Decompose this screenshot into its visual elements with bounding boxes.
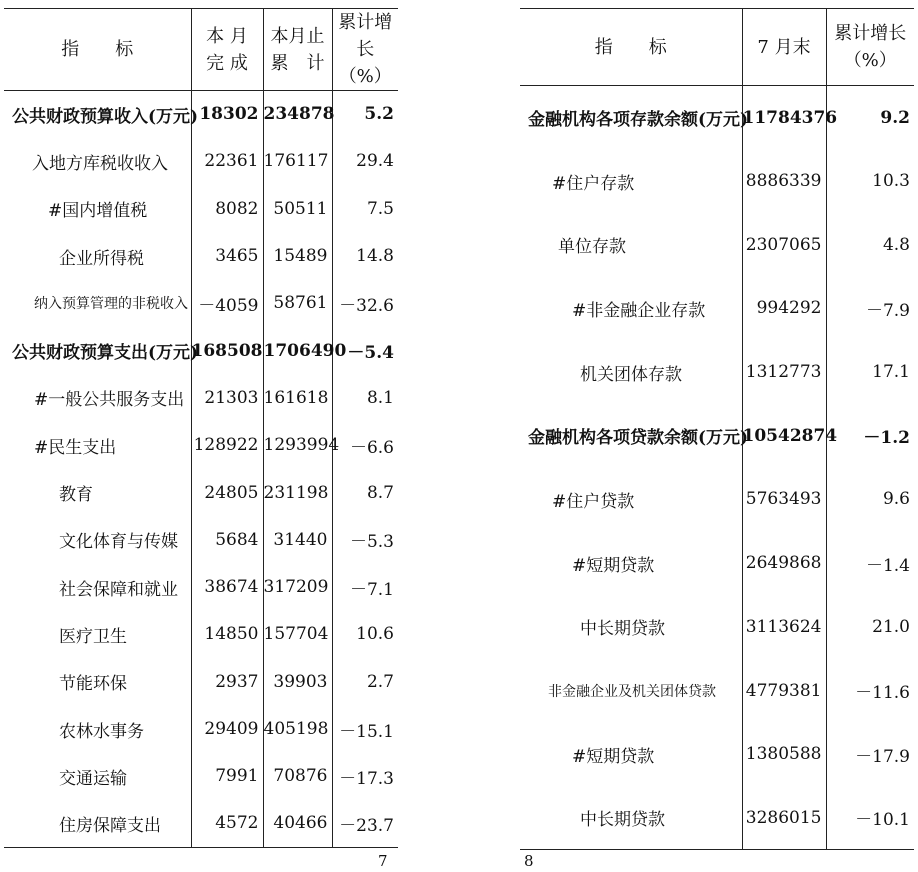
page-number: 8 xyxy=(524,852,534,870)
row-growth: 29.4 xyxy=(356,151,394,172)
table-row xyxy=(4,327,398,374)
row-growth: －17.9 xyxy=(855,746,910,767)
row-cumulative: 58761 xyxy=(263,280,332,327)
row-name: #短期贷款 xyxy=(520,722,742,786)
left-page xyxy=(0,0,400,872)
row-cumulative: 161618 xyxy=(263,374,332,421)
row-name: 节能环保 xyxy=(4,658,191,705)
row-value: 3286015 xyxy=(742,786,826,850)
fiscal-table xyxy=(4,8,398,848)
row-growth: 5.2 xyxy=(364,104,394,125)
row-cumulative: 40466 xyxy=(263,800,332,847)
row-name: 公共财政预算收入(万元) xyxy=(4,91,191,138)
table-row xyxy=(520,277,914,341)
row-month: 168508 xyxy=(191,327,263,374)
table-row xyxy=(4,422,398,469)
row-name: #住户存款 xyxy=(520,149,742,213)
row-growth: 14.8 xyxy=(356,246,394,267)
right-page xyxy=(516,0,918,872)
header-growth-line2: （%） xyxy=(338,66,392,87)
row-name: 非金融企业及机关团体贷款 xyxy=(520,659,742,723)
header-growth-line1: 累计增长 xyxy=(834,23,907,44)
table-row xyxy=(4,469,398,516)
row-cumulative: 50511 xyxy=(263,185,332,232)
row-month: 21303 xyxy=(191,374,263,421)
fiscal-table-header xyxy=(4,9,398,91)
finance-table-header xyxy=(520,9,914,86)
table-row xyxy=(4,516,398,563)
row-name: #短期贷款 xyxy=(520,531,742,595)
row-value: 2649868 xyxy=(742,531,826,595)
row-name: #住户贷款 xyxy=(520,468,742,532)
table-row xyxy=(520,149,914,213)
row-growth: －32.6 xyxy=(339,295,394,316)
row-cumulative: 31440 xyxy=(263,516,332,563)
row-cumulative: 157704 xyxy=(263,611,332,658)
row-growth: 10.6 xyxy=(356,624,394,645)
table-row xyxy=(4,658,398,705)
table-row xyxy=(4,800,398,847)
row-name: 单位存款 xyxy=(520,213,742,277)
row-growth: 4.8 xyxy=(882,234,910,255)
table-row xyxy=(4,138,398,185)
row-name: 教育 xyxy=(4,469,191,516)
table-row xyxy=(4,185,398,232)
row-month: 4572 xyxy=(191,800,263,847)
header-cumulative-line2: 累 计 xyxy=(270,52,325,74)
table-row xyxy=(520,468,914,532)
header-indicator: 指 标 xyxy=(520,9,742,86)
row-growth: －1.2 xyxy=(863,428,910,449)
table-row xyxy=(4,280,398,327)
row-name: 金融机构各项贷款余额(万元) xyxy=(520,404,742,468)
row-name: 企业所得税 xyxy=(4,232,191,279)
row-value: 8886339 xyxy=(742,149,826,213)
row-cumulative: 70876 xyxy=(263,753,332,800)
row-month: 18302 xyxy=(191,91,263,138)
row-growth: 21.0 xyxy=(872,616,910,637)
row-name: 社会保障和就业 xyxy=(4,563,191,610)
row-growth: －15.1 xyxy=(339,721,394,742)
row-cumulative: 405198 xyxy=(263,705,332,752)
table-row xyxy=(520,404,914,468)
row-growth: 10.3 xyxy=(872,171,910,192)
header-growth xyxy=(332,9,398,91)
table-row xyxy=(520,340,914,404)
row-month: 8082 xyxy=(191,185,263,232)
header-month-done xyxy=(191,9,263,91)
row-month: 7991 xyxy=(191,753,263,800)
table-row xyxy=(520,86,914,150)
row-name: 文化体育与传媒 xyxy=(4,516,191,563)
row-month: 128922 xyxy=(191,422,263,469)
table-row xyxy=(520,595,914,659)
header-indicator: 指 标 xyxy=(4,9,191,91)
row-month: －4059 xyxy=(191,280,263,327)
row-value: 2307065 xyxy=(742,213,826,277)
table-row xyxy=(4,232,398,279)
row-value: 1312773 xyxy=(742,340,826,404)
row-name: #一般公共服务支出 xyxy=(4,374,191,421)
table-row xyxy=(520,531,914,595)
row-name: 公共财政预算支出(万元) xyxy=(4,327,191,374)
header-month-done-line1: 本 月 xyxy=(206,25,248,47)
row-growth: 2.7 xyxy=(366,671,394,692)
row-cumulative: 234878 xyxy=(263,91,332,138)
finance-table xyxy=(520,8,914,850)
row-name: 住房保障支出 xyxy=(4,800,191,847)
header-month-done-line2: 完 成 xyxy=(206,52,248,74)
row-name: 医疗卫生 xyxy=(4,611,191,658)
table-row xyxy=(4,753,398,800)
row-value: 5763493 xyxy=(742,468,826,532)
table-row xyxy=(4,563,398,610)
table-row xyxy=(4,91,398,138)
row-growth: －7.1 xyxy=(349,579,394,600)
header-cumulative xyxy=(263,9,332,91)
row-cumulative: 231198 xyxy=(263,469,332,516)
row-cumulative: 317209 xyxy=(263,563,332,610)
row-growth: 8.1 xyxy=(366,387,394,408)
row-cumulative: 1706490 xyxy=(263,327,332,374)
row-month: 24805 xyxy=(191,469,263,516)
row-growth: －5.3 xyxy=(349,532,394,553)
row-cumulative: 39903 xyxy=(263,658,332,705)
row-value: 11784376 xyxy=(742,86,826,150)
table-row xyxy=(520,722,914,786)
table-row xyxy=(520,213,914,277)
row-growth: 17.1 xyxy=(872,362,910,383)
row-growth: －6.6 xyxy=(349,437,394,458)
table-row xyxy=(4,611,398,658)
row-value: 3113624 xyxy=(742,595,826,659)
page-number: 7 xyxy=(378,852,388,870)
row-growth: －5.4 xyxy=(347,343,394,364)
header-month-end: 7 月末 xyxy=(742,9,826,86)
row-month: 38674 xyxy=(191,563,263,610)
row-month: 5684 xyxy=(191,516,263,563)
row-cumulative: 15489 xyxy=(263,232,332,279)
row-cumulative: 176117 xyxy=(263,138,332,185)
row-value: 10542874 xyxy=(742,404,826,468)
row-cumulative: 1293994 xyxy=(263,422,332,469)
row-name: 交通运输 xyxy=(4,753,191,800)
row-name: 中长期贷款 xyxy=(520,595,742,659)
table-row xyxy=(520,659,914,723)
table-row xyxy=(4,705,398,752)
row-growth: 7.5 xyxy=(366,198,394,219)
row-month: 2937 xyxy=(191,658,263,705)
row-name: 纳入预算管理的非税收入 xyxy=(4,280,191,327)
row-name: #民生支出 xyxy=(4,422,191,469)
header-growth-line2: （%） xyxy=(843,50,897,71)
row-value: 4779381 xyxy=(742,659,826,723)
row-name: 农林水事务 xyxy=(4,705,191,752)
header-growth xyxy=(826,9,914,86)
row-name: 机关团体存款 xyxy=(520,340,742,404)
row-growth: 9.6 xyxy=(882,489,910,510)
row-growth: －11.6 xyxy=(855,683,910,704)
header-cumulative-line1: 本月止 xyxy=(270,25,325,47)
row-month: 22361 xyxy=(191,138,263,185)
row-growth: 8.7 xyxy=(366,482,394,503)
row-value: 1380588 xyxy=(742,722,826,786)
row-name: #非金融企业存款 xyxy=(520,277,742,341)
row-name: 金融机构各项存款余额(万元) xyxy=(520,86,742,150)
row-name: 入地方库税收收入 xyxy=(4,138,191,185)
row-growth: －23.7 xyxy=(332,800,398,847)
row-month: 14850 xyxy=(191,611,263,658)
row-name: 中长期贷款 xyxy=(520,786,742,850)
row-growth: 9.2 xyxy=(880,107,910,128)
row-value: 994292 xyxy=(742,277,826,341)
row-name: #国内增值税 xyxy=(4,185,191,232)
row-growth: －17.3 xyxy=(339,768,394,789)
header-growth-line1: 累计增长 xyxy=(338,12,393,60)
row-month: 29409 xyxy=(191,705,263,752)
table-row xyxy=(520,786,914,850)
row-month: 3465 xyxy=(191,232,263,279)
table-row xyxy=(4,374,398,421)
row-growth: －7.9 xyxy=(865,300,910,321)
row-growth: －10.1 xyxy=(826,786,914,850)
row-growth: －1.4 xyxy=(865,555,910,576)
